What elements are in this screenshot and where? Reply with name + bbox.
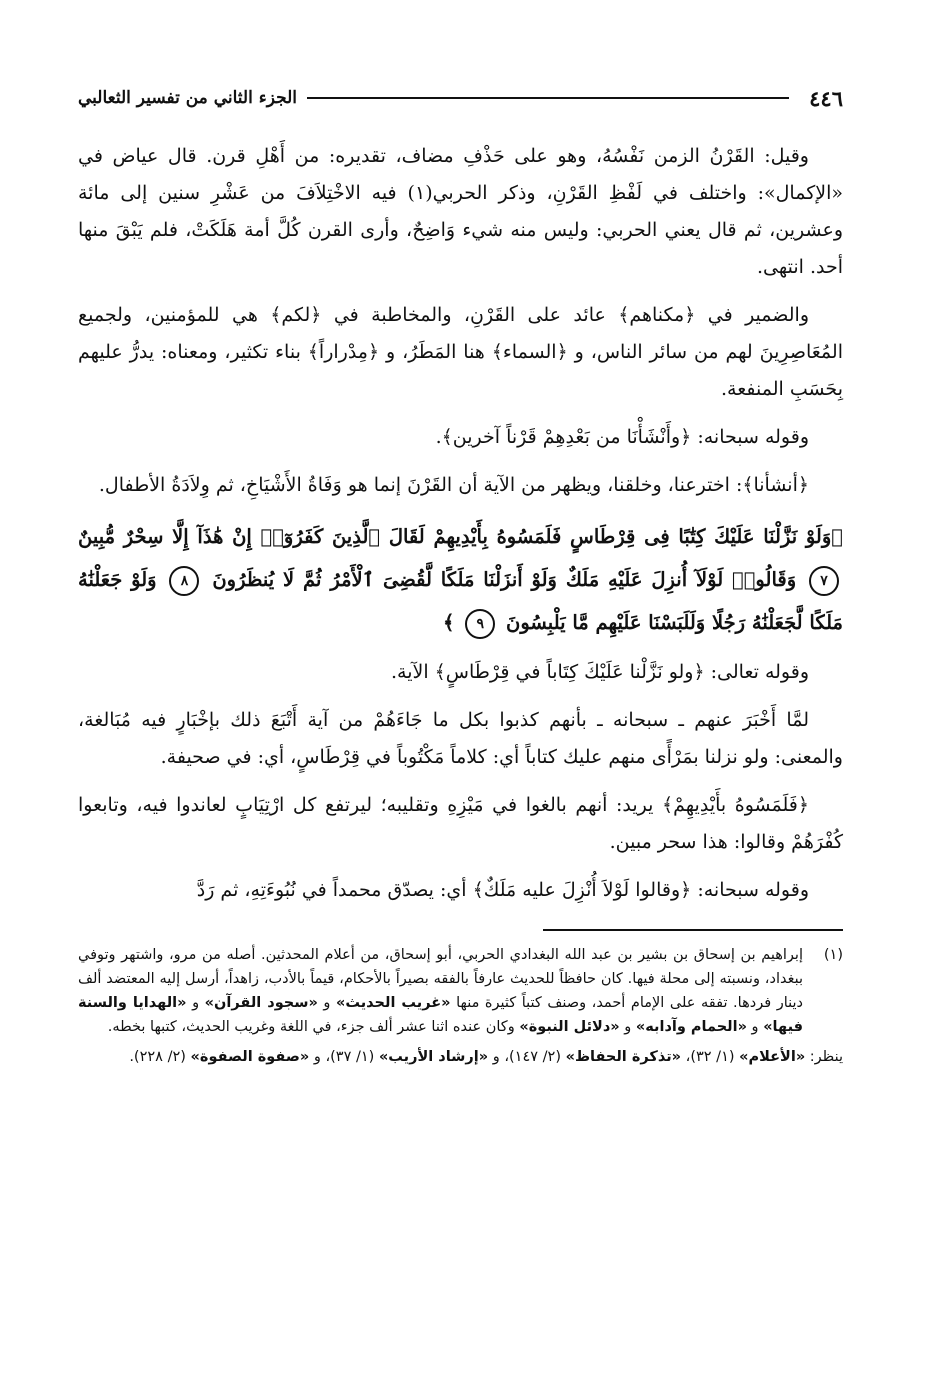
conjunction: و: [186, 995, 205, 1011]
footnotes: [78, 943, 843, 1069]
paragraph: والضمير في ﴿مكناهم﴾ عائد على القَرْنِ، والمخاطبة في ﴿لكم﴾ هي للمؤمنين، ولجميع المُعَاصِرِينَ لهم من سائر الناس، و ﴿السماء﴾ هنا المَطَرُ، و ﴿مِدْراراً﴾ بناء تكثير، ومعناه: يدرُّ عليهم بِحَسَبِ المنفعة.: [78, 304, 843, 400]
verse-text: وَلَوْ جَعَلْنَٰهُ مَلَكًا لَّجَعَلْنَٰهُ رَجُلًا وَلَلَبَسْنَا عَلَيْهِم مَّا يَلْبِسُونَ: [78, 568, 843, 634]
ayah-number-marker: ٧: [809, 566, 839, 596]
footnote-text-part: إبراهيم بن إسحاق بن بشير بن عبد الله البغدادي الحربي، أبو إسحاق، من أعلام المحدثين. أصله من مرو، واشتهر وتوفي ببغداد، ونسبته إلى محلة فيها. كان حافظاً للحديث عارفاً بالفقه بصيراً بالأحكام، قيماً بالأدب، زاهداً، أرسل إليه المعتضد ألف دينار فردها. تفقه على الإمام أحمد، وصنف كتباً كثيرة منها: [78, 947, 803, 1011]
header-rule: [307, 97, 789, 99]
ayah-number-marker: ٩: [465, 609, 495, 639]
conjunction: و: [619, 1019, 636, 1035]
paragraph: وقوله سبحانه: ﴿وأَنْشَأْنَا من بَعْدِهِمْ قَرْناً آخرين﴾.: [435, 426, 809, 448]
sources-intro: ينظر:: [805, 1049, 843, 1065]
footnote-text-part: وكان عنده اثنا عشر ألف جزء، في اللغة وغريب الحديث، كتبها بخطه.: [107, 1019, 520, 1035]
quran-verse-block: [78, 515, 843, 644]
source-ref: (١/ ٣٢)،: [681, 1049, 740, 1065]
book-title: «الحمام وآدابه»: [635, 1019, 747, 1035]
book-title: «سجود القرآن»: [204, 995, 318, 1011]
source-title: «تذكرة الحفاظ»: [565, 1049, 682, 1065]
source-title: «الأعلام»: [739, 1049, 806, 1065]
conjunction: و: [317, 995, 337, 1011]
source-title: «إرشاد الأريب»: [378, 1049, 489, 1065]
source-ref: (٢/ ١٤٧)، و: [488, 1049, 566, 1065]
verse-text: ﴿وَلَوْ نَزَّلْنَا عَلَيْكَ كِتَٰبًا فِى قِرْطَاسٍ فَلَمَسُوهُ بِأَيْدِيهِمْ لَقَالَ ٱلَّذِينَ كَفَرُوٓا۟ إِنْ هَٰذَآ إِلَّا سِحْرٌ مُّبِينٌ: [78, 525, 843, 548]
verse-close-bracket: ﴾: [442, 611, 455, 634]
source-title: «صفوة الصفوة»: [190, 1049, 310, 1065]
book-title: «الهدايا والسنة فيها»: [78, 995, 803, 1035]
footnote-sources: [78, 1045, 843, 1069]
conjunction: و: [746, 1019, 764, 1035]
paragraph: ﴿فَلَمَسُوهُ بأَيْدِيهِمْ﴾ يريد: أنهم بالغوا في مَيْزِهِ وتقليبه؛ ليرتفع كل ارْتِيَابٍ لعاندوا فيه، وتابعوا كُفْرَهُمْ وقالوا: هذا سحر مبين.: [78, 794, 843, 853]
verse-text: وَقَالُوا۟ لَوْلَآ أُنزِلَ عَلَيْهِ مَلَكٌ وَلَوْ أَنزَلْنَا مَلَكًا لَّقُضِىَ ٱلْأَمْرُ ثُمَّ لَا يُنظَرُونَ: [212, 568, 797, 591]
source-ref: (٢/ ٢٢٨).: [129, 1049, 191, 1065]
running-title: الجزء الثاني من تفسير الثعالبي: [78, 88, 297, 108]
footnote-text: [78, 943, 803, 1039]
paragraph: لمَّا أَخْبَرَ عنهم ـ سبحانه ـ بأنهم كذبوا بكل ما جَاءَهُمْ من آية أَتْبَعَ ذلك بإخْبَارٍ فيه مُبَالغة، والمعنى: ولو نزلنا بمَرْأًى منهم عليك كتاباً أي: كلاماً مَكْتُوباً في قِرْطَاسٍ، أي: في صحيفة.: [78, 709, 843, 768]
book-title: «دلائل النبوة»: [519, 1019, 620, 1035]
footnote-marker: (١): [823, 947, 843, 963]
paragraph: وقوله تعالى: ﴿ولو نَزَّلْنا عَلَيْكَ كِتَاباً في قِرْطَاسٍ﴾ الآية.: [391, 661, 809, 683]
main-text: [78, 138, 843, 909]
ayah-number-marker: ٨: [169, 566, 199, 596]
book-page: [78, 80, 843, 1379]
footnote-separator: [543, 929, 843, 931]
footnote-item: [78, 943, 843, 1039]
book-title: «غريب الحديث»: [336, 995, 451, 1011]
paragraph: وقيل: القَرْنُ الزمن نَفْسُهُ، وهو على حَذْفِ مضاف، تقديره: من أَهْلِ قرن. قال عياض في «الإكمال»: واختلف في لَفْظِ القَرْنِ، وذكر الحربي(١) فيه الاخْتِلاَفَ من عَشْرِ سنين إلى مائة وعشرين، ثم قال يعني الحربي: وليس منه شيء وَاضِحٌ، وأرى القرن كُلَّ أمة هَلَكَتْ، فلم يَبْقَ منها أحد. انتهى.: [78, 145, 843, 278]
source-ref: (١/ ٣٧)، و: [309, 1049, 379, 1065]
page-number: ٤٤٦: [809, 85, 843, 111]
running-header: [78, 80, 843, 116]
paragraph: ﴿أنشأنا﴾: اخترعنا، وخلقنا، ويظهر من الآية أن القَرْنَ إنما هو وَفَاةُ الأَشْيَاخِ، ثم وِلاَدَةُ الأطفال.: [98, 474, 809, 496]
paragraph: وقوله سبحانه: ﴿وقالوا لَوْلاَ أُنْزِلَ عليه مَلَكٌ﴾ أي: يصدّق محمداً في نُبُوءَتِهِ، ثم رَدَّ: [196, 879, 809, 901]
